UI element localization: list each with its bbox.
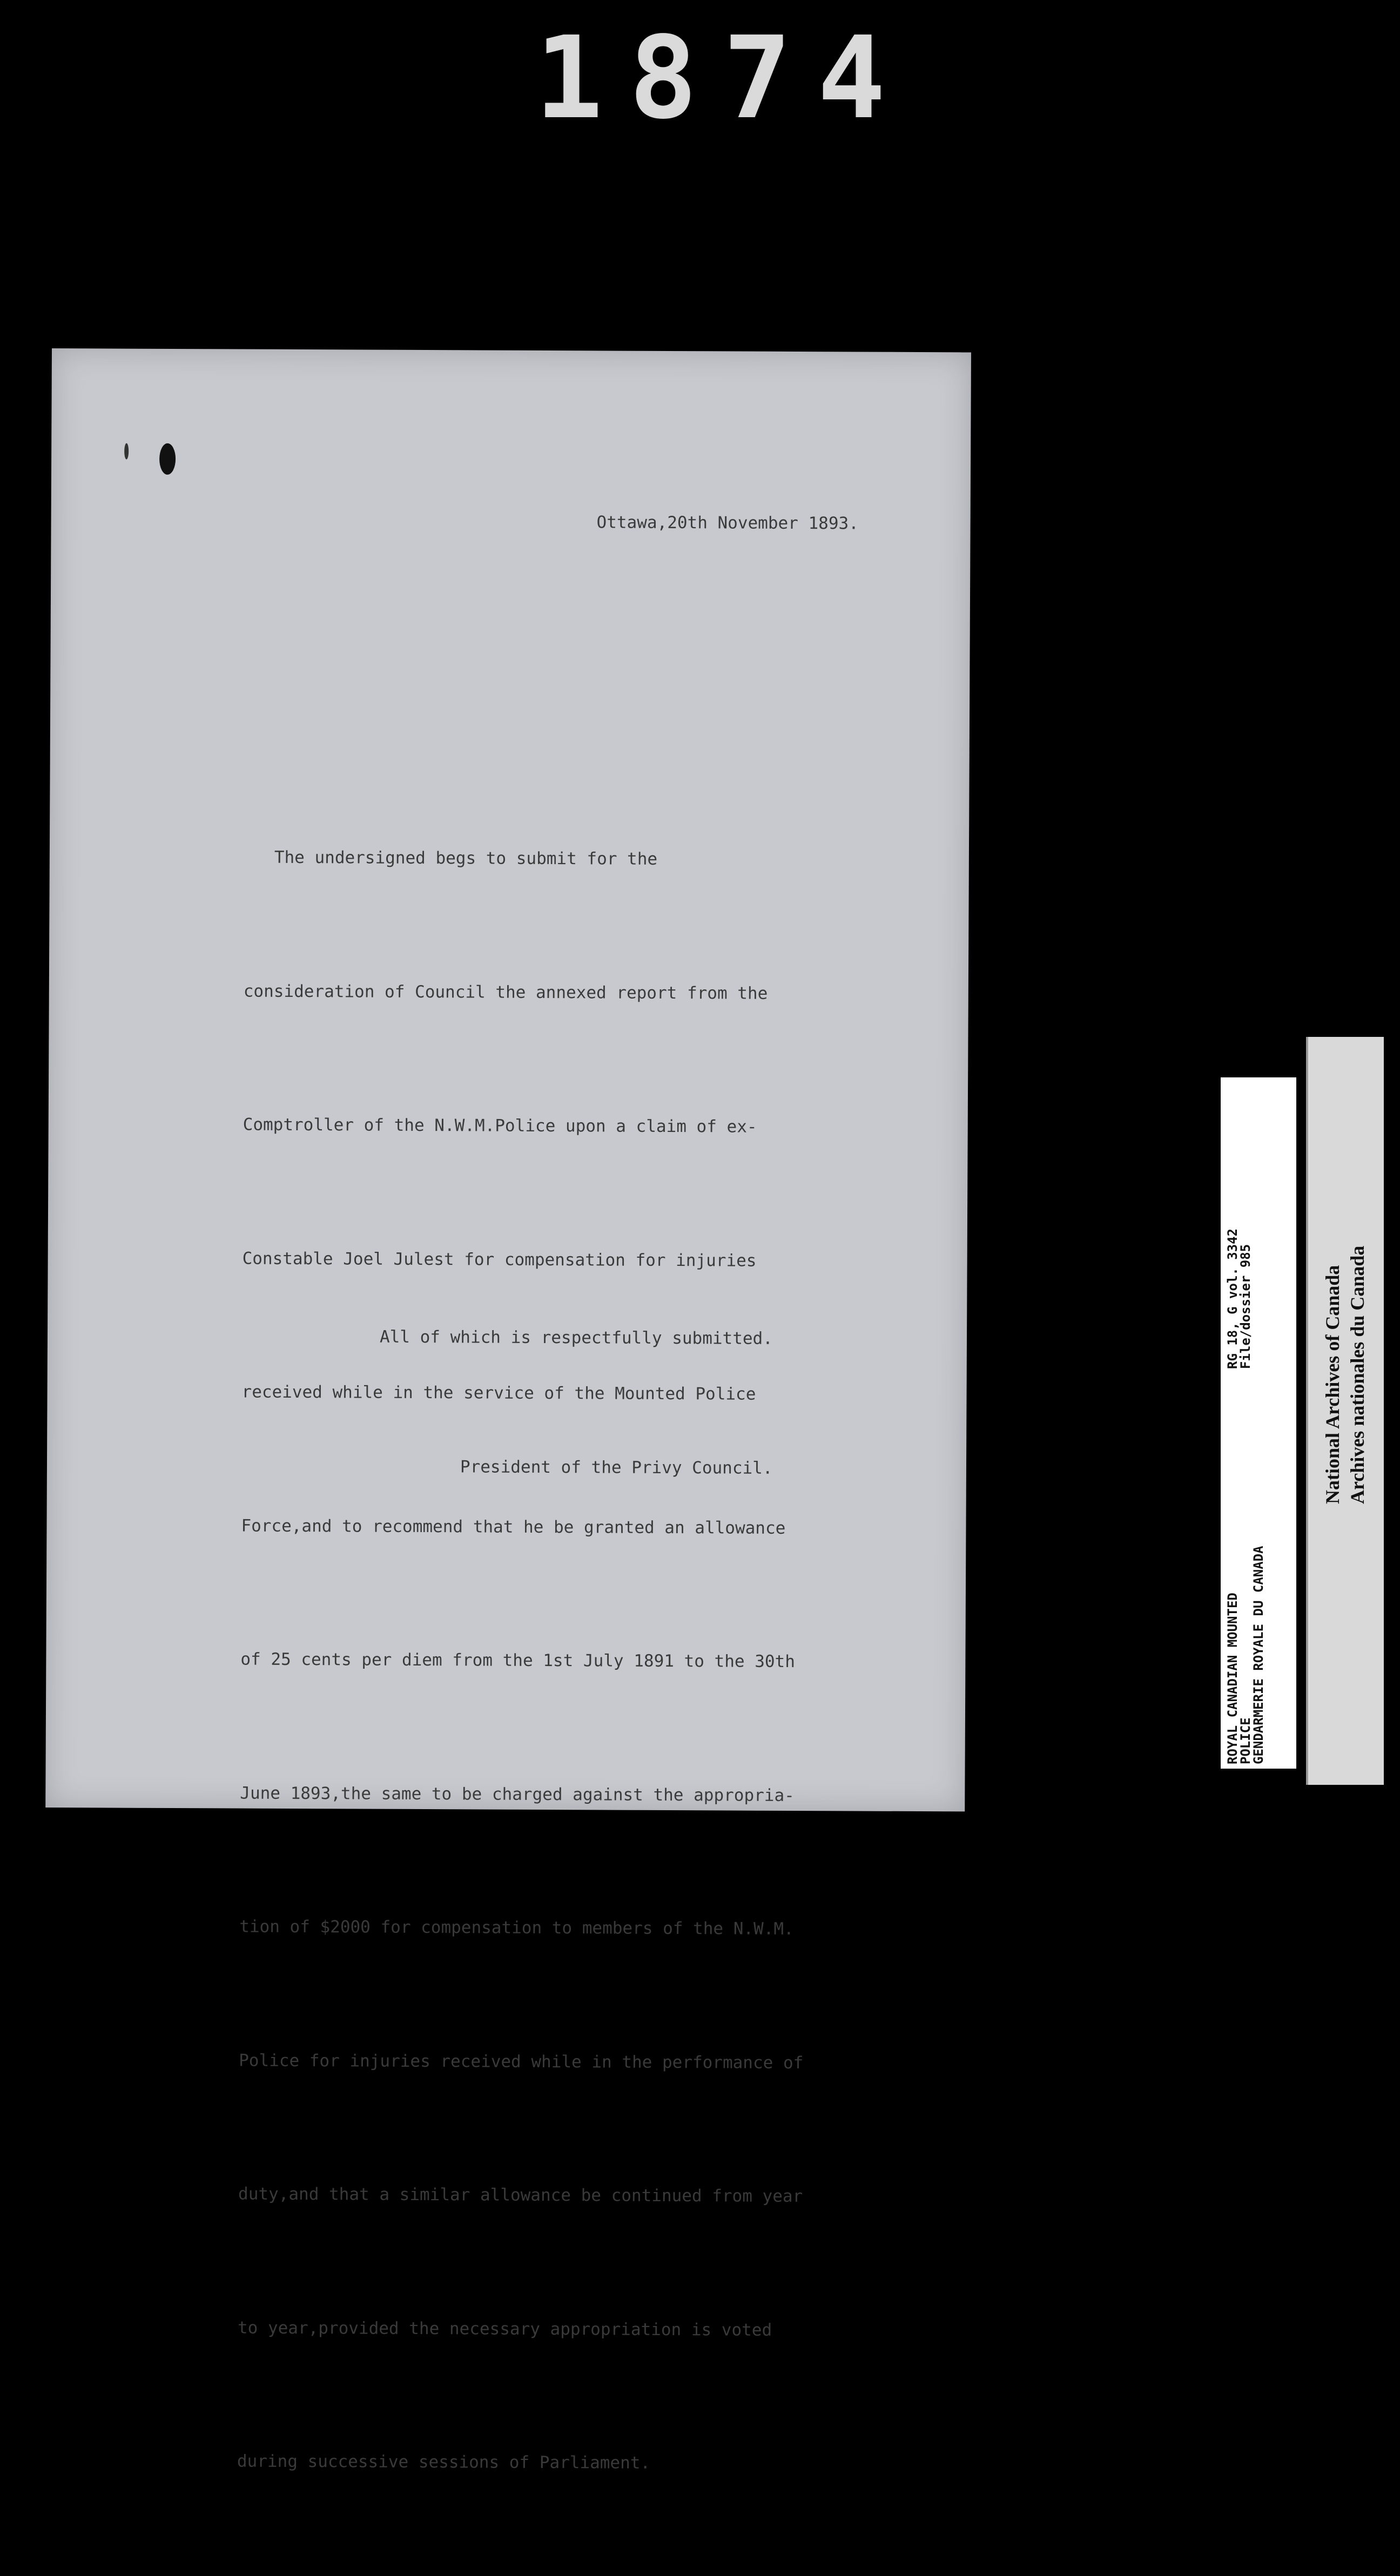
nac-name-fr: Archives nationales du Canada <box>1347 1245 1368 1504</box>
frame-number: 1874 <box>535 12 912 144</box>
body-line: tion of $2000 for compensation to members of the N.W.M. <box>239 1917 794 1939</box>
letter-closing: All of which is respectfully submitted. <box>379 1327 773 1348</box>
national-archives-label <box>1306 1037 1384 1785</box>
signature-title: President of the Privy Council. <box>460 1457 773 1478</box>
record-group-ref: RG 18, G vol. 3342 <box>1225 1228 1240 1369</box>
org-name-line: GENDARMERIE ROYALE DU CANADA <box>1251 1546 1266 1764</box>
body-line: duty,and that a similar allowance be continued from year <box>238 2184 803 2207</box>
archive-reference-label <box>1221 1077 1296 1769</box>
letter-dateline: Ottawa,20th November 1893. <box>596 512 859 534</box>
body-line: of 25 cents per diem from the 1st July 1891 to the 30th <box>240 1649 795 1672</box>
org-name-line: POLICE <box>1238 1717 1253 1764</box>
body-line: during successive sessions of Parliament. <box>237 2451 651 2473</box>
punch-mark <box>124 443 129 460</box>
org-name-line: ROYAL CANADIAN MOUNTED <box>1225 1593 1240 1764</box>
body-line: consideration of Council the annexed report from the <box>243 981 768 1003</box>
body-line: The undersigned begs to submit for the <box>244 847 658 869</box>
nac-name-en: National Archives of Canada <box>1322 1265 1343 1504</box>
body-line: Force,and to recommend that he be granted an allowance <box>241 1516 786 1538</box>
letter-body <box>237 746 809 2575</box>
document-page <box>45 348 971 2473</box>
body-line: Constable Joel Julest for compensation for injuries <box>242 1249 757 1271</box>
body-line: to year,provided the necessary appropriation is voted <box>237 2318 772 2340</box>
punch-hole <box>159 443 176 475</box>
body-line: Police for injuries received while in the performance of <box>239 2051 804 2073</box>
body-line: June 1893,the same to be charged against the appropria- <box>240 1783 795 1805</box>
file-ref: File/dossier 985 <box>1238 1244 1253 1369</box>
body-line: Comptroller of the N.W.M.Police upon a claim of ex- <box>243 1115 757 1137</box>
body-line: received while in the service of the Mounted Police <box>241 1382 756 1404</box>
